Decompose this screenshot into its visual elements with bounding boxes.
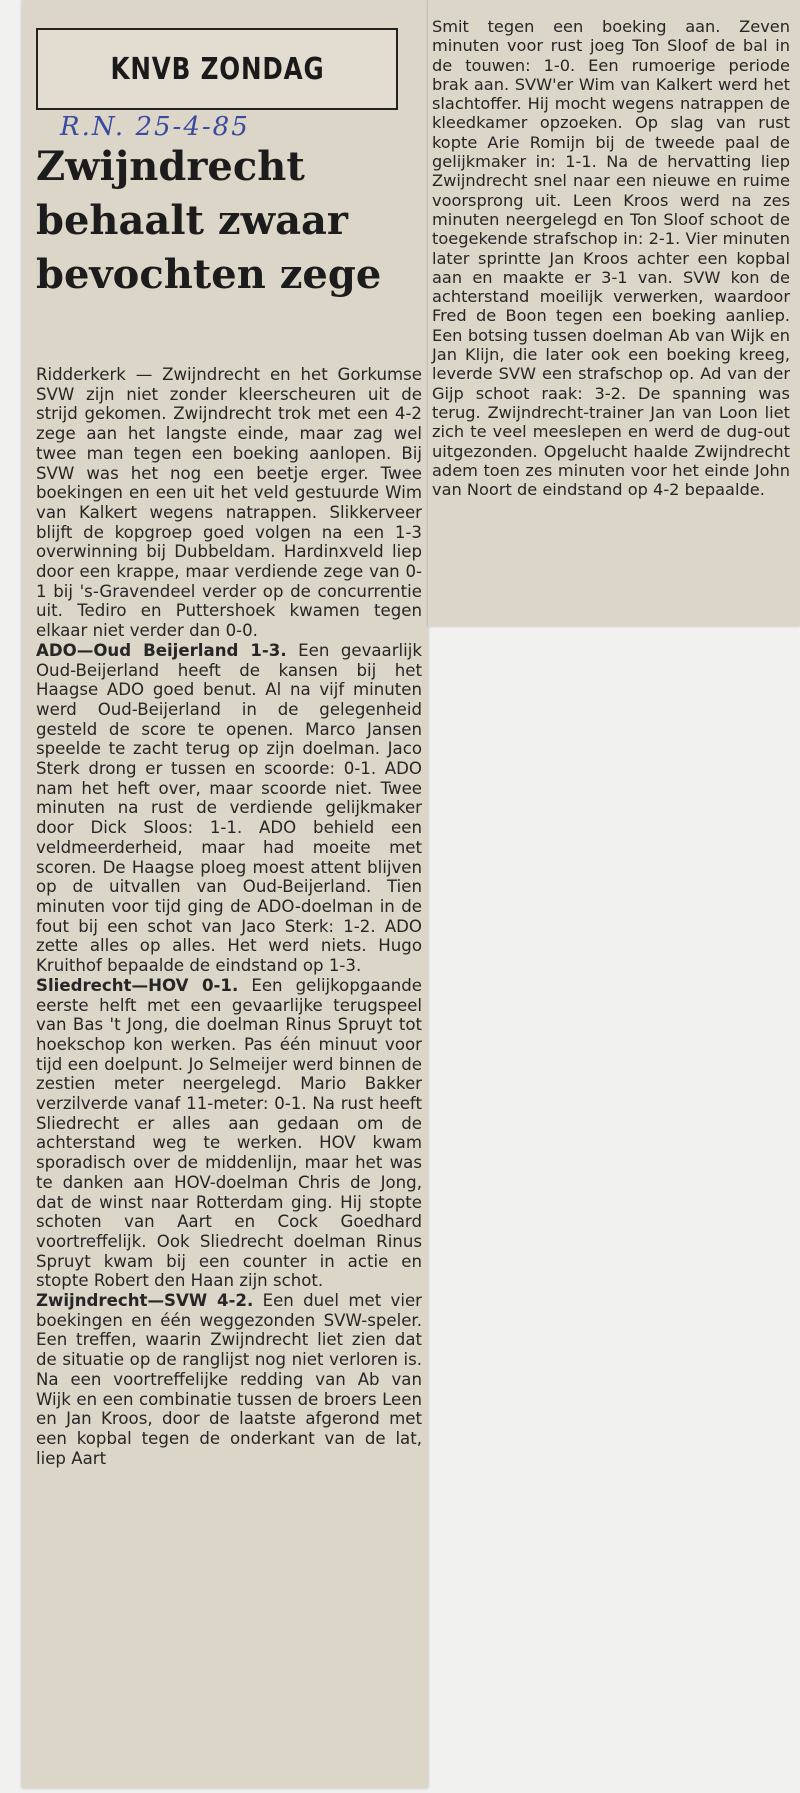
match-report-text: Een gevaarlijk Oud-Beijerland heeft de kansen bij het Haagse ADO goed benut. Al na vijf minuten werd Oud-Beijerland in de gelegenheid gesteld de score te openen. Marco Jansen speelde te zacht terug op zijn doelman. Jaco Sterk drong er tussen en scoorde: 0-1. ADO nam het heft over, maar scoorde niet. Twee minuten na rust de verdiende gelijkmaker door Dick Sloos: 1-1. ADO behield een veldmeerderheid, maar had moeite met scoren. De Haagse ploeg moest attent blijven op de uitvallen van Oud-Beijerland. Tien minuten voor tijd ging de ADO-doelman in de fout bij een schot van Jaco Sterk: 1-2. ADO zette alles op alles. Het werd niets. Hugo Kruithof bepaalde de eindstand op 1-3. [36, 640, 422, 976]
clipping-main-column [22, 0, 428, 1788]
section-header-box [36, 28, 398, 110]
match-report-paragraph [36, 1291, 422, 1468]
match-report-lead: Zwijndrecht—SVW 4-2. [36, 1291, 254, 1311]
handwritten-annotation: R.N. 25-4-85 [60, 112, 250, 142]
match-report-text: Een gelijkopgaande eerste helft met een gevaarlijke terugspeel van Bas 't Jong, die doelman Rinus Spruyt tot hoekschop kon werken. Pas één minuut voor tijd een doelpunt. Jo Selmeijer werd binnen de zestien meter neergelegd. Mario Bakker verzilverde vanaf 11-meter: 0-1. Na rust heeft Sliedrecht er alles aan gedaan om de achterstand weg te werken. HOV kwam sporadisch over de middenlijn, maar het was te danken aan HOV-doelman Chris de Jong, dat de winst naar Rotterdam ging. Hij stopte schoten van Aart en Cock Goedhard voortreffelijk. Ook Sliedrecht doelman Rinus Spruyt kwam bij een counter in actie en stopte Robert den Haan zijn schot. [36, 975, 422, 1291]
article-continuation: Smit tegen een boeking aan. Zeven minuten voor rust joeg Ton Sloof de bal in de touwen: 1-0. Een rumoerige periode brak aan. SVW'er Wim van Kalkert werd het slachtoffer. Hij mocht wegens natrappen de kleedkamer opzoeken. Op slag van rust kopte Arie Romijn bij de tweede paal de gelijkmaker in: 1-1. Na de hervatting liep Zwijndrecht snel naar een nieuwe en ruime voorsprong uit. Leen Kroos werd na zes minuten neergelegd en Ton Sloof schoot de toegekende strafschop in: 2-1. Vier minuten later sprintte Jan Kroos achter een kopbal aan en maakte er 3-1 van. SVW kon de achterstand moeilijk verwerken, waardoor Fred de Boon tegen een boeking aanliep. Een botsing tussen doelman Ab van Wijk en Jan Klijn, die later ook een boeking kreeg, leverde SVW een strafschop op. Ad van der Gijp schoot raak: 3-2. De spanning was terug. Zwijndrecht-trainer Jan van Loon liet zich te veel meeslepen en werd de dug-out uitgezonden. Opgelucht haalde Zwijndrecht adem toen zes minuten voor het einde John van Noort de eindstand op 4-2 bepaalde. [432, 17, 790, 500]
article-body-right [432, 17, 790, 499]
match-report-paragraph [36, 641, 422, 976]
match-report-text: Een duel met vier boekingen en één weggezonden SVW-speler. Een treffen, waarin Zwijndrecht liet zien dat de situatie op de ranglijst nog niet verloren is. Na een voortreffelijke redding van Ab van Wijk en een combinatie tussen de broers Leen en Jan Kroos, door de laatste afgerond met een kopbal tegen de onderkant van de lat, liep Aart [36, 1291, 422, 1468]
match-report-paragraph [36, 976, 422, 1291]
article-headline: Zwijndrecht behaalt zwaar bevochten zege [36, 143, 382, 298]
article-body-left [36, 365, 422, 1468]
clipping-continuation-column [428, 0, 800, 626]
article-intro: Ridderkerk — Zwijndrecht en het Gorkumse SVW zijn niet zonder kleerscheuren uit de strijd gekomen. Zwijndrecht trok met een 4-2 zege aan het langste einde, maar zag wel twee man tegen een boeking aanlopen. Bij SVW was het nog een beetje erger. Twee boekingen en een uit het veld gestuurde Wim van Kalkert wegens natrappen. Slikkerveer blijft de kopgroep goed volgen na een 1-3 overwinning bij Dubbeldam. Hardinxveld liep door een krappe, maar verdiende zege van 0-1 bij 's-Gravendeel verder op de concurrentie uit. Tediro en Puttershoek kwamen tegen elkaar niet verder dan 0-0. [36, 365, 422, 641]
match-report-lead: ADO—Oud Beijerland 1-3. [36, 640, 287, 660]
match-report-lead: Sliedrecht—HOV 0-1. [36, 975, 239, 995]
section-header-label: KNVB ZONDAG [109, 51, 325, 87]
